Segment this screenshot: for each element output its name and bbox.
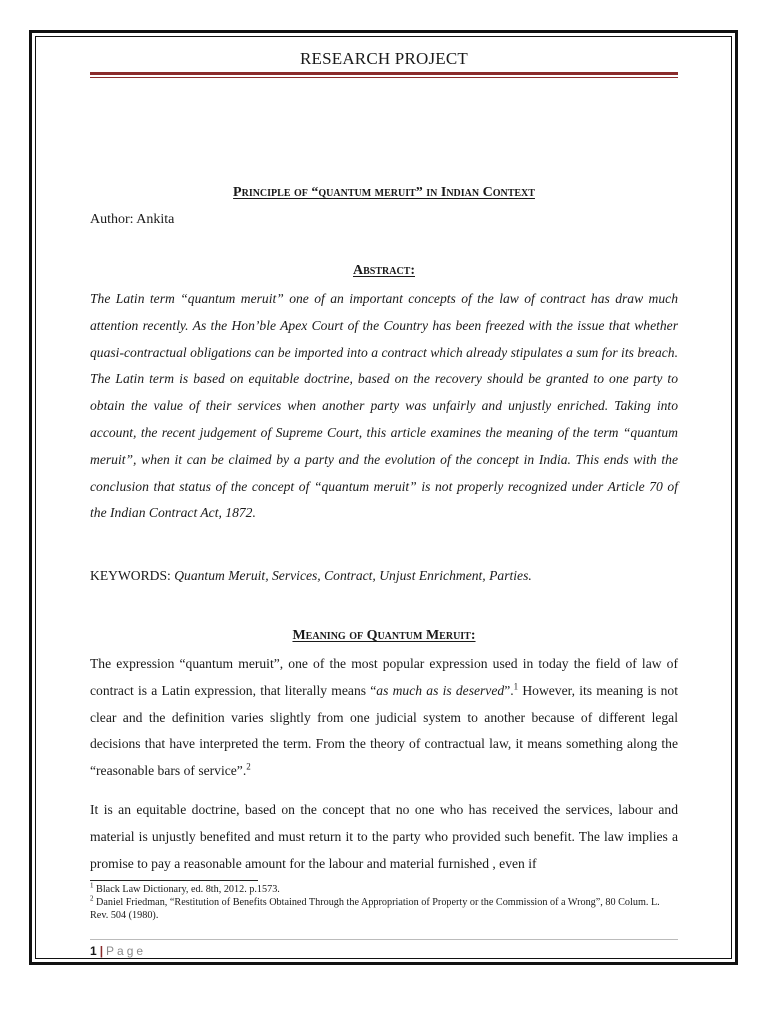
body-paragraph-2: It is an equitable doctrine, based on the concept that no one who has received the services, labour and material is unjustly benefited and must return it to the party who provided such benefit. The law implies a promise to pay a reasonable amount for the labour and material furnished , even if [90,802,678,871]
footnote-ref-2[interactable]: 2 [246,761,251,772]
para1-text-b: ”. [504,682,514,698]
keywords-label: KEYWORDS: [90,568,171,583]
para1-italic: as much as is deserved [376,682,505,698]
footer-rule [90,939,678,940]
page-number: 1 [90,944,97,958]
abstract-heading-text: Abstract: [352,263,415,278]
footnote-2 [90,896,678,922]
header-rule [90,72,678,75]
section-heading-meaning [90,628,678,644]
para1-text-c: However, its meaning is not clear and the definition varies slightly from one judicial system to another because of different legal decisions that have interpreted the term. From the theory of contractual law, it means something along the “reasonable bars of service”. [90,682,678,779]
keywords-line [90,568,678,584]
keywords-list: Quantum Meruit, Services, Contract, Unjust Enrichment, Parties. [174,568,532,583]
article-title-text: Principle of “quantum meruit” in Indian Context [233,185,535,200]
footnote-number: 2 [90,894,94,903]
footnote-number: 1 [90,881,94,890]
abstract-body: The Latin term “quantum meruit” one of an important concepts of the law of contract has draw much attention recently. As the Hon’ble Apex Court of the Country has been freezed with the issue that whether quasi-contractual obligations can be imported into a contract which already stipulates a sum for its breach. The Latin term is based on equitable doctrine, based on the recovery should be granted to one party to obtain the value of their services when another party was unfairly and unjustly enriched. Taking into account, the recent judgement of Supreme Court, this article examines the meaning of the term “quantum meruit”, when it can be claimed by a party and the evolution of the concept in India. This ends with the conclusion that status of the concept of “quantum meruit” is not properly recognized under Article 70 of the Indian Contract Act, 1872. [90,291,678,521]
header-title: RESEARCH PROJECT [299,49,469,68]
article-title [90,185,678,201]
footnote-1 [90,883,678,896]
body-paragraph-1 [90,651,678,785]
header-rule-thin [90,77,678,78]
footer-separator: | [99,944,104,958]
section-heading-text: Meaning of Quantum Meruit: [292,628,476,643]
footnote-text: Daniel Friedman, “Restitution of Benefits Obtained Through the Appropriation of Property or the Commission of a Wrong”, 80 Colum. L. Rev. 504 (1980). [90,897,660,921]
para1-text-a: The expression “quantum meruit”, one of the most popular expression used in today the field of law of contract is a Latin expression, that literally means “ [90,656,678,698]
page-word: Page [106,944,147,958]
abstract-heading [90,263,678,279]
footnotes [90,883,678,922]
footnote-ref-1[interactable]: 1 [513,681,519,692]
footnote-separator [90,880,258,881]
footnote-text: Black Law Dictionary, ed. 8th, 2012. p.1573. [93,884,280,895]
page-footer [90,944,146,958]
author-line: Author: Ankita [90,212,175,227]
